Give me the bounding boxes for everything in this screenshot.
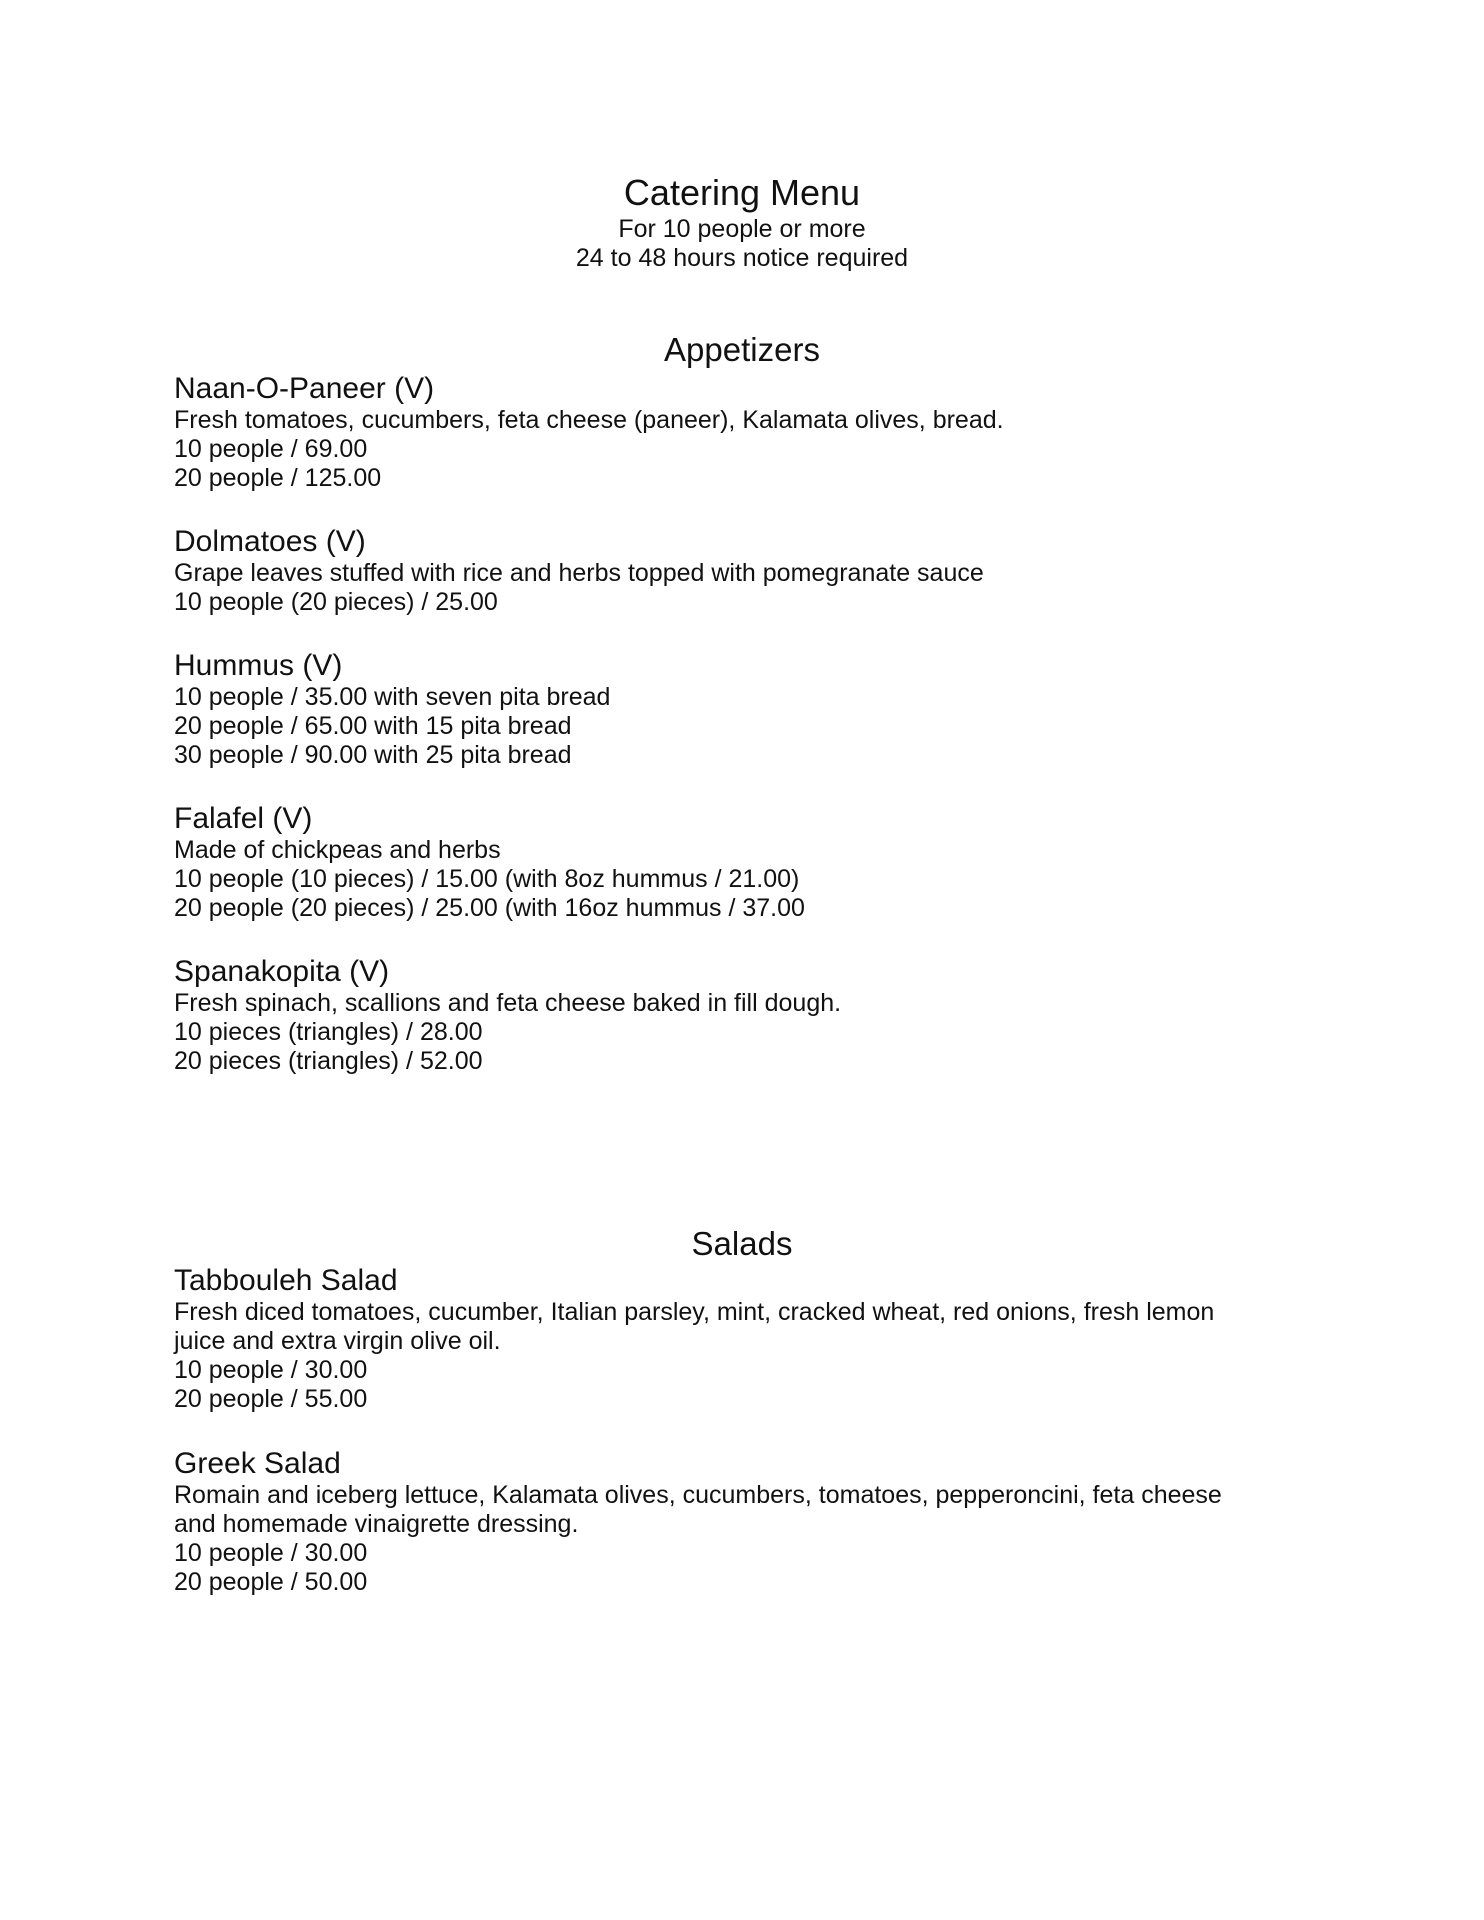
item-name: Spanakopita (V) (174, 955, 390, 988)
notice-text: 24 to 48 hours notice required (575, 244, 909, 272)
item-price: 20 people / 50.00 (174, 1568, 368, 1596)
item-description: Made of chickpeas and herbs (174, 836, 501, 864)
item-price: 20 people / 125.00 (174, 464, 382, 492)
item-price: 10 people / 30.00 (174, 1539, 368, 1567)
menu-item (174, 1264, 1334, 1414)
menu-item (174, 525, 1334, 617)
item-description: Fresh diced tomatoes, cucumber, Italian parsley, mint, cracked wheat, red onions, fresh lemon (174, 1298, 1215, 1326)
item-description: juice and extra virgin olive oil. (174, 1327, 501, 1355)
item-description: Fresh spinach, scallions and feta cheese baked in fill dough. (174, 989, 842, 1017)
item-price: 10 people / 69.00 (174, 435, 368, 463)
item-price: 10 people (10 pieces) / 15.00 (with 8oz hummus / 21.00) (174, 865, 800, 893)
page-title: Catering Menu (623, 172, 861, 213)
item-name: Dolmatoes (V) (174, 525, 366, 558)
page-subtitle: For 10 people or more (618, 215, 866, 243)
menu-item (174, 1447, 1334, 1597)
item-price: 30 people / 90.00 with 25 pita bread (174, 741, 572, 769)
item-description: and homemade vinaigrette dressing. (174, 1510, 579, 1538)
item-name: Falafel (V) (174, 802, 313, 835)
menu-item (174, 372, 1334, 493)
item-price: 10 people / 35.00 with seven pita bread (174, 683, 611, 711)
item-description: Romain and iceberg lettuce, Kalamata olives, cucumbers, tomatoes, pepperoncini, feta cheese (174, 1481, 1222, 1509)
item-name: Tabbouleh Salad (174, 1264, 398, 1297)
menu-item (174, 802, 1334, 923)
menu-item (174, 955, 1334, 1076)
item-name: Naan-O-Paneer (V) (174, 372, 435, 405)
section-heading-salads: Salads (691, 1225, 793, 1262)
item-name: Greek Salad (174, 1447, 341, 1480)
item-price: 20 people (20 pieces) / 25.00 (with 16oz hummus / 37.00 (174, 894, 805, 922)
menu-item (174, 649, 1334, 770)
item-name: Hummus (V) (174, 649, 343, 682)
item-description: Grape leaves stuffed with rice and herbs topped with pomegranate sauce (174, 559, 984, 587)
item-price: 10 people / 30.00 (174, 1356, 368, 1384)
item-price: 10 pieces (triangles) / 28.00 (174, 1018, 483, 1046)
item-price: 20 pieces (triangles) / 52.00 (174, 1047, 483, 1075)
item-price: 20 people / 55.00 (174, 1385, 368, 1413)
item-description: Fresh tomatoes, cucumbers, feta cheese (paneer), Kalamata olives, bread. (174, 406, 1004, 434)
item-price: 10 people (20 pieces) / 25.00 (174, 588, 498, 616)
section-heading-appetizers: Appetizers (664, 331, 820, 368)
item-price: 20 people / 65.00 with 15 pita bread (174, 712, 572, 740)
